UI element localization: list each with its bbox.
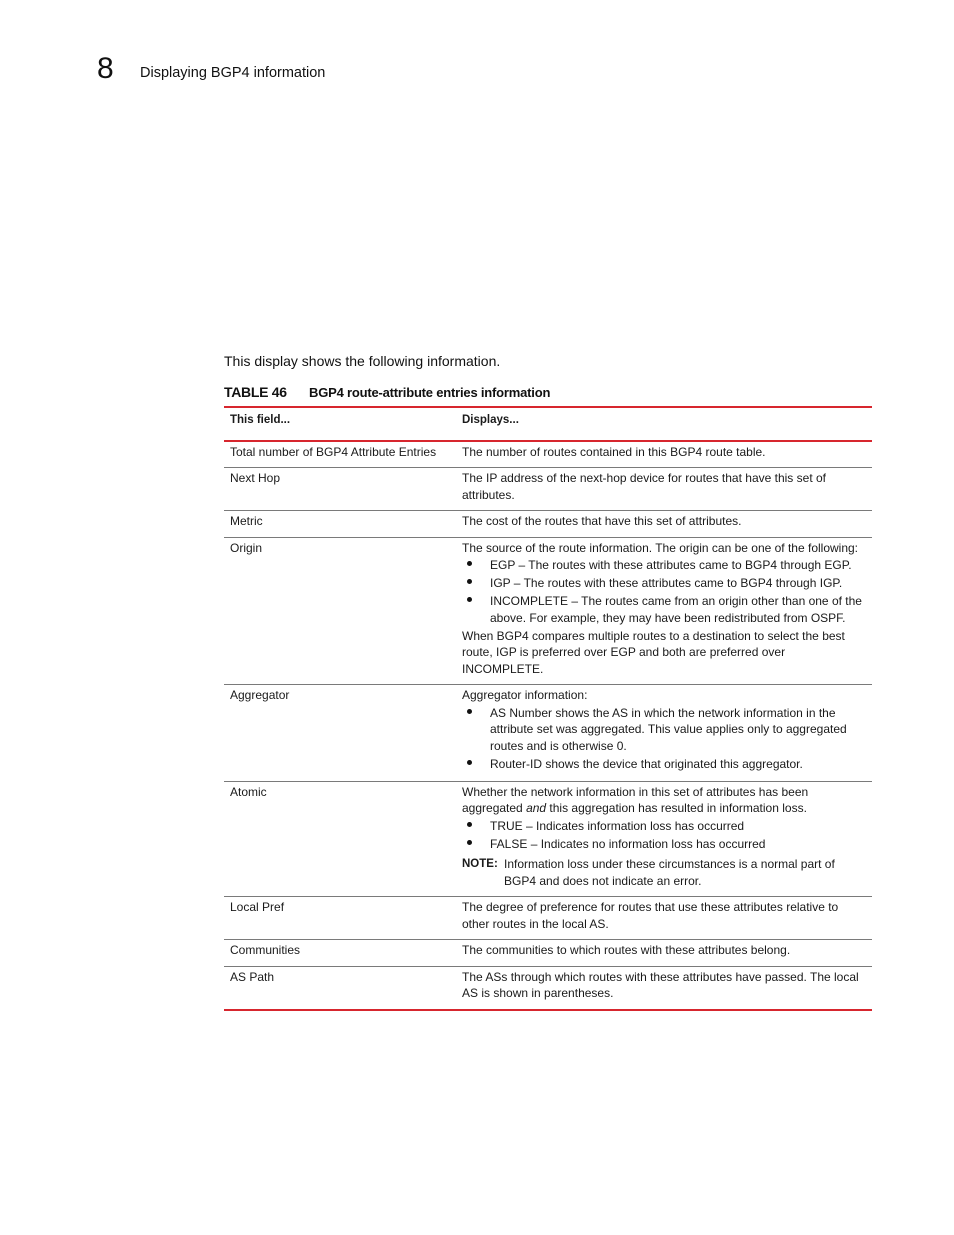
field-description [456, 966, 872, 1010]
description-text-part: this aggregation has resulted in information loss. [546, 801, 807, 815]
note-label: NOTE: [462, 858, 498, 870]
list-item: AS Number shows the AS in which the network information in the attribute set was aggregated. This value applies only to aggregated routes and is otherwise 0. [462, 705, 866, 755]
field-description [456, 940, 872, 967]
bullet-list [462, 705, 866, 773]
attributes-table [224, 406, 872, 1011]
intro-text: This display shows the following information. [224, 353, 501, 369]
table-row [224, 537, 872, 685]
field-name: Aggregator [230, 688, 290, 702]
field-description [456, 441, 872, 468]
description-text: The cost of the routes that have this set of attributes. [462, 514, 742, 528]
description-text: The communities to which routes with these attributes belong. [462, 943, 791, 957]
field-name: Origin [230, 540, 263, 555]
bullet-list [462, 557, 866, 626]
column-header-displays: Displays... [462, 414, 519, 426]
note-text: Information loss under these circumstances is a normal part of BGP4 and does not indicate an error. [504, 857, 835, 888]
list-item: INCOMPLETE – The routes came from an origin other than one of the above. For example, they may have been redistributed from OSPF. [462, 593, 866, 626]
list-item: Router-ID shows the device that originated this aggregator. [462, 756, 866, 773]
table-row [224, 511, 872, 538]
table-row [224, 966, 872, 1010]
field-description [456, 468, 872, 511]
list-item: TRUE – Indicates information loss has occurred [462, 818, 866, 835]
chapter-title: Displaying BGP4 information [140, 65, 326, 81]
description-text-part: Whether the network information in this set of attributes has been aggregated [462, 784, 809, 815]
field-name: AS Path [230, 969, 275, 984]
table-row [224, 781, 872, 897]
table-label: TABLE 46 [224, 384, 287, 400]
field-description [456, 537, 872, 685]
chapter-number: 8 [97, 52, 114, 85]
field-description [456, 685, 872, 782]
description-text: The IP address of the next-hop device for routes that have this set of attributes. [462, 471, 826, 502]
description-text [462, 784, 866, 817]
field-name: Local Pref [230, 900, 285, 914]
description-text: Aggregator information: [462, 688, 588, 702]
emphasis-text: and [526, 801, 547, 815]
table-title: BGP4 route-attribute entries information [309, 385, 551, 400]
field-name: Total number of BGP4 Attribute Entries [230, 444, 437, 459]
field-description [456, 781, 872, 897]
table-row [224, 940, 872, 967]
table-caption [224, 383, 872, 403]
table-header-row [224, 407, 872, 441]
list-item: IGP – The routes with these attributes came to BGP4 through IGP. [462, 575, 866, 592]
description-text: The degree of preference for routes that use these attributes relative to other routes in the local AS. [462, 900, 839, 931]
list-item: EGP – The routes with these attributes came to BGP4 through EGP. [462, 557, 866, 574]
field-name: Next Hop [230, 471, 281, 485]
table-row [224, 468, 872, 511]
field-name: Metric [230, 514, 263, 528]
field-description [456, 897, 872, 940]
table-row [224, 685, 872, 782]
field-description [456, 511, 872, 538]
description-text: The ASs through which routes with these attributes have passed. The local AS is shown in parentheses. [462, 969, 859, 1000]
table-row [224, 441, 872, 468]
note [462, 856, 866, 889]
column-header-field: This field... [230, 414, 291, 426]
description-followup: When BGP4 compares multiple routes to a destination to select the best route, IGP is preferred over EGP and both are preferred over INCOMPLETE. [462, 628, 845, 676]
bullet-list [462, 818, 866, 853]
field-name: Atomic [230, 784, 267, 799]
description-text: The source of the route information. The origin can be one of the following: [462, 540, 859, 555]
table-row [224, 897, 872, 940]
list-item: FALSE – Indicates no information loss has occurred [462, 836, 866, 853]
description-text: The number of routes contained in this BGP4 route table. [462, 444, 766, 459]
field-name: Communities [230, 943, 301, 957]
